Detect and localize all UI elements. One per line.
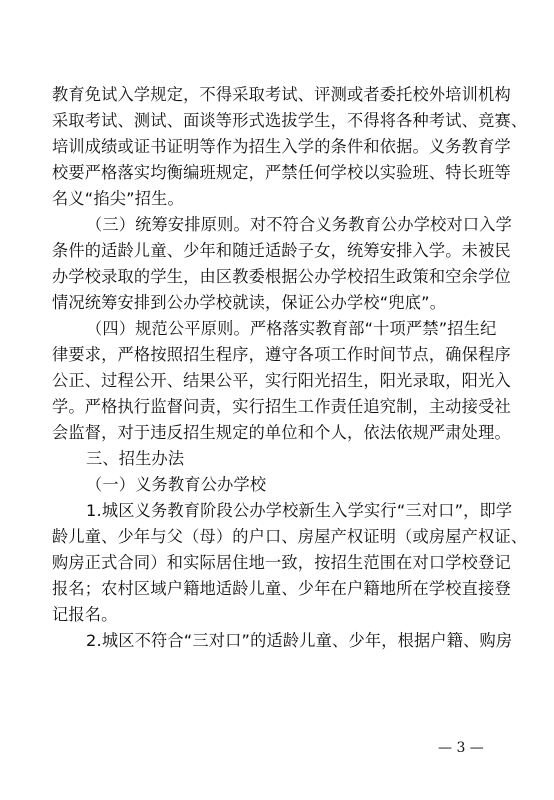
text-line: 校要严格落实均衡编班规定，严禁任何学校以实验班、特长班等 <box>52 163 511 182</box>
text-line: 名义“掐尖”招生。 <box>52 189 184 208</box>
text-line: 采取考试、测试、面谈等形式选拔学生，不得将各种考试、竞赛、 <box>52 111 528 130</box>
text-line: 记报名。 <box>52 605 118 624</box>
text-line: 学。严格执行监督问责，实行招生工作责任追究制，主动接受社 <box>52 397 511 416</box>
text-line: （三）统筹安排原则。对不符合义务教育公办学校对口入学 <box>86 215 513 234</box>
text-line: 2.城区不符合“三对口”的适龄儿童、少年，根据户籍、购房 <box>86 631 513 650</box>
text-line: 培训成绩或证书证明等作为招生入学的条件和依据。义务教育学 <box>52 137 511 156</box>
text-line: 龄儿童、少年与父（母）的户口、房屋产权证明（或房屋产权证、 <box>52 527 528 546</box>
text-line: 教育免试入学规定，不得采取考试、评测或者委托校外培训机构 <box>52 85 511 104</box>
page-number: — 3 — <box>438 740 484 756</box>
text-line: 三、招生办法 <box>86 449 185 468</box>
text-line: 1.城区义务教育阶段公办学校新生入学实行“三对口”，即学 <box>86 501 513 520</box>
paragraph-item-1 <box>52 498 528 628</box>
text-line: 办学校录取的学生，由区教委根据公办学校招生政策和空余学位 <box>52 267 511 286</box>
text-line: 情况统筹安排到公办学校就读，保证公办学校“兜底”。 <box>52 293 447 312</box>
document-body <box>52 82 528 654</box>
text-line: 会监督，对于违反招生规定的单位和个人，依法依规严肃处理。 <box>52 423 511 442</box>
subsection-heading-public-schools <box>52 472 504 498</box>
paragraph-overall-arrangement-principle <box>52 212 513 316</box>
paragraph-item-2 <box>52 628 513 654</box>
text-line: （一）义务教育公办学校 <box>86 475 267 494</box>
text-line: 报名；农村区域户籍地适龄儿童、少年在户籍地所在学校直接登 <box>52 579 511 598</box>
text-line: 条件的适龄儿童、少年和随迁适龄子女，统筹安排入学。未被民 <box>52 241 511 260</box>
text-line: 律要求，严格按照招生程序，遵守各项工作时间节点，确保程序 <box>52 345 511 364</box>
text-line: （四）规范公平原则。严格落实教育部“十项严禁”招生纪 <box>86 319 497 338</box>
text-line: 公正、过程公开、结果公平，实行阳光招生，阳光录取，阳光入 <box>52 371 511 390</box>
paragraph-fairness-principle <box>52 316 511 446</box>
section-heading-admission-methods <box>52 446 504 472</box>
text-line: 购房正式合同）和实际居住地一致，按招生范围在对口学校登记 <box>52 553 511 572</box>
paragraph-admission-rules-continued <box>52 82 528 212</box>
